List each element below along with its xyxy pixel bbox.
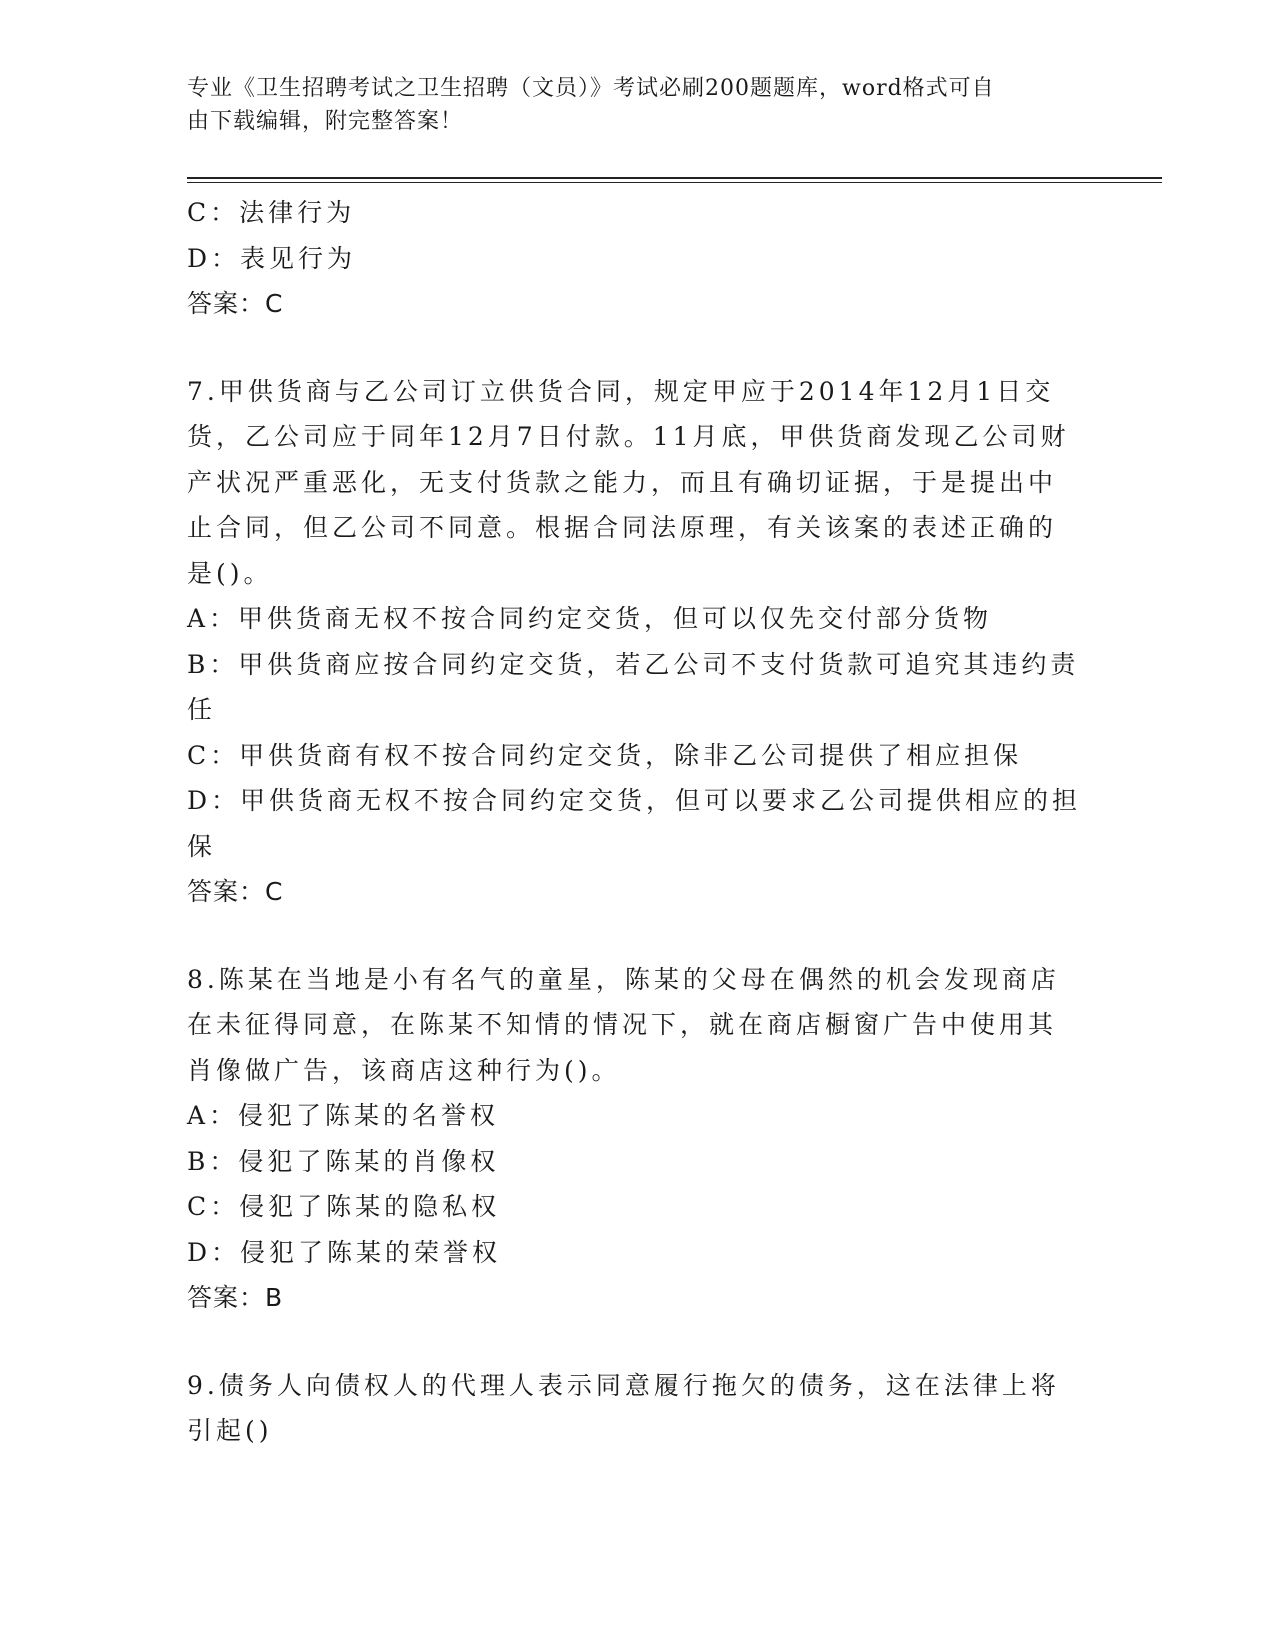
q7-option-d-line-1: D：甲供货商无权不按合同约定交货，但可以要求乙公司提供相应的担 — [187, 786, 1082, 815]
spacer — [187, 327, 1087, 369]
prev-option-c: C：法律行为 — [187, 198, 356, 227]
q7-answer: 答案：C — [187, 877, 284, 906]
document-header — [187, 72, 1087, 138]
header-title-line-1: 专业《卫生招聘考试之卫生招聘（文员）》考试必刷200题题库，word格式可自 — [187, 76, 995, 101]
q8-stem-line-1: 8.陈某在当地是小有名气的童星，陈某的父母在偶然的机会发现商店 — [187, 964, 1060, 994]
q7-stem-line-3: 产状况严重恶化，无支付货款之能力，而且有确切证据，于是提出中 — [187, 467, 1058, 497]
q8-stem-line-3: 肖像做广告，该商店这种行为()。 — [187, 1055, 621, 1085]
q7-option-d-line-2: 保 — [187, 831, 217, 861]
q7-stem-line-1: 7.甲供货商与乙公司订立供货合同，规定甲应于2014年12月1日交 — [187, 376, 1055, 406]
header-divider-thick — [187, 177, 1162, 179]
q7-option-c: C：甲供货商有权不按合同约定交货，除非乙公司提供了相应担保 — [187, 740, 1023, 770]
q7-stem-line-2: 货，乙公司应于同年12月7日付款。11月底，甲供货商发现乙公司财 — [187, 422, 1070, 451]
spacer — [187, 915, 1087, 957]
header-title-line-2: 由下载编辑，附完整答案！ — [187, 109, 464, 134]
q8-answer: 答案：B — [187, 1283, 284, 1312]
prev-answer: 答案：C — [187, 289, 284, 318]
q8-option-d: D：侵犯了陈某的荣誉权 — [187, 1237, 502, 1267]
q8-option-a: A：侵犯了陈某的名誉权 — [187, 1101, 500, 1130]
q8-stem-line-2: 在未征得同意，在陈某不知情的情况下，就在商店橱窗广告中使用其 — [187, 1010, 1058, 1039]
q9-stem-line-1: 9.债务人向债权人的代理人表示同意履行拖欠的债务，这在法律上将 — [187, 1370, 1060, 1400]
spacer — [187, 1321, 1087, 1363]
header-divider-thin — [187, 182, 1162, 183]
q7-option-b-line-2: 任 — [187, 695, 217, 724]
q7-stem-line-4: 止合同，但乙公司不同意。根据合同法原理，有关该案的表述正确的 — [187, 513, 1058, 542]
prev-option-d: D：表见行为 — [187, 243, 357, 273]
q9-stem-line-2: 引起() — [187, 1416, 273, 1445]
q8-option-c: C：侵犯了陈某的隐私权 — [187, 1192, 501, 1221]
q8-option-b: B：侵犯了陈某的肖像权 — [187, 1146, 500, 1176]
q7-option-b-line-1: B：甲供货商应按合同约定交货，若乙公司不支付货款可追究其违约责 — [187, 649, 1080, 679]
document-body — [187, 190, 1087, 1454]
q7-stem-line-5: 是()。 — [187, 558, 273, 588]
q7-option-a: A：甲供货商无权不按合同约定交货，但可以仅先交付部分货物 — [187, 604, 993, 633]
